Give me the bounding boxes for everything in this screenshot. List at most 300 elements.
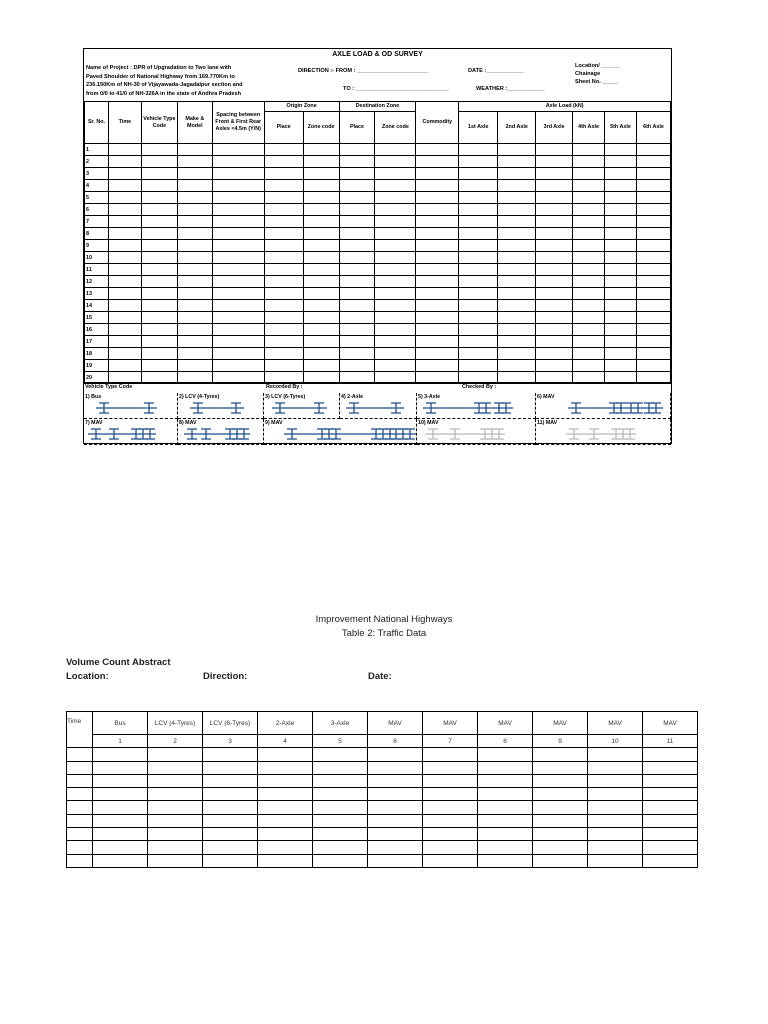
entry-cell[interactable] [258, 828, 313, 841]
entry-cell[interactable] [303, 276, 339, 288]
entry-cell[interactable] [303, 324, 339, 336]
entry-cell[interactable] [313, 748, 368, 761]
entry-cell[interactable] [141, 252, 177, 264]
entry-cell[interactable] [212, 240, 264, 252]
entry-cell[interactable] [339, 204, 375, 216]
entry-cell[interactable] [423, 814, 478, 827]
entry-cell[interactable] [148, 788, 203, 801]
entry-cell[interactable] [339, 336, 375, 348]
entry-cell[interactable] [605, 204, 637, 216]
entry-cell[interactable] [303, 228, 339, 240]
entry-cell[interactable] [212, 156, 264, 168]
entry-cell[interactable] [339, 180, 375, 192]
entry-cell[interactable] [423, 841, 478, 854]
entry-cell[interactable] [177, 144, 212, 156]
entry-cell[interactable] [636, 204, 670, 216]
entry-cell[interactable] [264, 336, 303, 348]
entry-cell[interactable] [416, 264, 459, 276]
entry-cell[interactable] [636, 228, 670, 240]
entry-cell[interactable] [375, 180, 416, 192]
entry-cell[interactable] [67, 841, 93, 854]
entry-cell[interactable] [459, 228, 498, 240]
entry-cell[interactable] [339, 300, 375, 312]
entry-cell[interactable] [303, 204, 339, 216]
entry-cell[interactable] [636, 192, 670, 204]
entry-cell[interactable] [498, 336, 536, 348]
entry-cell[interactable] [339, 276, 375, 288]
entry-cell[interactable] [141, 204, 177, 216]
entry-cell[interactable] [212, 312, 264, 324]
entry-cell[interactable] [375, 144, 416, 156]
entry-cell[interactable] [459, 168, 498, 180]
entry-cell[interactable] [141, 288, 177, 300]
entry-cell[interactable] [478, 841, 533, 854]
entry-cell[interactable] [368, 854, 423, 867]
entry-cell[interactable] [375, 156, 416, 168]
entry-cell[interactable] [258, 788, 313, 801]
entry-cell[interactable] [636, 240, 670, 252]
entry-cell[interactable] [533, 814, 588, 827]
entry-cell[interactable] [533, 748, 588, 761]
entry-cell[interactable] [459, 312, 498, 324]
entry-cell[interactable] [313, 761, 368, 774]
entry-cell[interactable] [498, 180, 536, 192]
entry-cell[interactable] [339, 252, 375, 264]
entry-cell[interactable] [141, 300, 177, 312]
entry-cell[interactable] [93, 748, 148, 761]
entry-cell[interactable] [423, 761, 478, 774]
entry-cell[interactable] [605, 216, 637, 228]
entry-cell[interactable] [148, 748, 203, 761]
entry-cell[interactable] [573, 348, 605, 360]
entry-cell[interactable] [212, 192, 264, 204]
entry-cell[interactable] [264, 264, 303, 276]
entry-cell[interactable] [416, 252, 459, 264]
entry-cell[interactable] [588, 814, 643, 827]
entry-cell[interactable] [423, 788, 478, 801]
entry-cell[interactable] [108, 168, 141, 180]
entry-cell[interactable] [93, 854, 148, 867]
entry-cell[interactable] [573, 264, 605, 276]
entry-cell[interactable] [141, 144, 177, 156]
entry-cell[interactable] [573, 312, 605, 324]
entry-cell[interactable] [459, 288, 498, 300]
entry-cell[interactable] [536, 192, 573, 204]
entry-cell[interactable] [264, 228, 303, 240]
entry-cell[interactable] [67, 774, 93, 787]
entry-cell[interactable] [636, 264, 670, 276]
entry-cell[interactable] [459, 204, 498, 216]
entry-cell[interactable] [573, 204, 605, 216]
entry-cell[interactable] [212, 276, 264, 288]
entry-cell[interactable] [478, 801, 533, 814]
entry-cell[interactable] [636, 144, 670, 156]
entry-cell[interactable] [108, 360, 141, 372]
entry-cell[interactable] [108, 288, 141, 300]
entry-cell[interactable] [313, 854, 368, 867]
entry-cell[interactable] [573, 300, 605, 312]
entry-cell[interactable] [177, 264, 212, 276]
entry-cell[interactable] [339, 312, 375, 324]
entry-cell[interactable] [536, 324, 573, 336]
entry-cell[interactable] [375, 348, 416, 360]
entry-cell[interactable] [177, 300, 212, 312]
entry-cell[interactable] [212, 252, 264, 264]
entry-cell[interactable] [148, 854, 203, 867]
entry-cell[interactable] [375, 300, 416, 312]
entry-cell[interactable] [303, 156, 339, 168]
entry-cell[interactable] [108, 192, 141, 204]
entry-cell[interactable] [536, 180, 573, 192]
entry-cell[interactable] [108, 264, 141, 276]
entry-cell[interactable] [498, 168, 536, 180]
entry-cell[interactable] [177, 360, 212, 372]
entry-cell[interactable] [416, 360, 459, 372]
entry-cell[interactable] [258, 801, 313, 814]
entry-cell[interactable] [573, 192, 605, 204]
entry-cell[interactable] [573, 360, 605, 372]
entry-cell[interactable] [536, 264, 573, 276]
entry-cell[interactable] [258, 774, 313, 787]
entry-cell[interactable] [203, 761, 258, 774]
entry-cell[interactable] [573, 324, 605, 336]
entry-cell[interactable] [177, 336, 212, 348]
entry-cell[interactable] [148, 814, 203, 827]
entry-cell[interactable] [264, 300, 303, 312]
entry-cell[interactable] [93, 828, 148, 841]
entry-cell[interactable] [636, 168, 670, 180]
entry-cell[interactable] [423, 854, 478, 867]
entry-cell[interactable] [478, 748, 533, 761]
entry-cell[interactable] [416, 216, 459, 228]
entry-cell[interactable] [375, 168, 416, 180]
entry-cell[interactable] [212, 324, 264, 336]
entry-cell[interactable] [498, 324, 536, 336]
entry-cell[interactable] [339, 288, 375, 300]
entry-cell[interactable] [375, 336, 416, 348]
entry-cell[interactable] [303, 240, 339, 252]
entry-cell[interactable] [303, 216, 339, 228]
entry-cell[interactable] [416, 204, 459, 216]
entry-cell[interactable] [498, 204, 536, 216]
entry-cell[interactable] [588, 841, 643, 854]
entry-cell[interactable] [212, 168, 264, 180]
entry-cell[interactable] [478, 828, 533, 841]
entry-cell[interactable] [605, 348, 637, 360]
entry-cell[interactable] [643, 841, 698, 854]
entry-cell[interactable] [141, 360, 177, 372]
entry-cell[interactable] [264, 252, 303, 264]
entry-cell[interactable] [303, 252, 339, 264]
entry-cell[interactable] [203, 801, 258, 814]
entry-cell[interactable] [536, 216, 573, 228]
entry-cell[interactable] [533, 854, 588, 867]
entry-cell[interactable] [108, 300, 141, 312]
entry-cell[interactable] [498, 300, 536, 312]
entry-cell[interactable] [573, 252, 605, 264]
entry-cell[interactable] [459, 156, 498, 168]
entry-cell[interactable] [375, 288, 416, 300]
entry-cell[interactable] [643, 814, 698, 827]
entry-cell[interactable] [605, 144, 637, 156]
entry-cell[interactable] [573, 156, 605, 168]
entry-cell[interactable] [636, 336, 670, 348]
entry-cell[interactable] [459, 192, 498, 204]
entry-cell[interactable] [643, 748, 698, 761]
entry-cell[interactable] [339, 192, 375, 204]
entry-cell[interactable] [423, 774, 478, 787]
entry-cell[interactable] [148, 761, 203, 774]
entry-cell[interactable] [478, 814, 533, 827]
entry-cell[interactable] [303, 264, 339, 276]
entry-cell[interactable] [264, 192, 303, 204]
entry-cell[interactable] [643, 761, 698, 774]
entry-cell[interactable] [141, 336, 177, 348]
entry-cell[interactable] [416, 324, 459, 336]
entry-cell[interactable] [498, 348, 536, 360]
entry-cell[interactable] [643, 788, 698, 801]
entry-cell[interactable] [303, 168, 339, 180]
entry-cell[interactable] [108, 252, 141, 264]
entry-cell[interactable] [498, 312, 536, 324]
entry-cell[interactable] [416, 336, 459, 348]
entry-cell[interactable] [264, 288, 303, 300]
entry-cell[interactable] [605, 228, 637, 240]
entry-cell[interactable] [108, 324, 141, 336]
entry-cell[interactable] [375, 204, 416, 216]
entry-cell[interactable] [459, 336, 498, 348]
entry-cell[interactable] [108, 336, 141, 348]
entry-cell[interactable] [498, 144, 536, 156]
entry-cell[interactable] [478, 788, 533, 801]
entry-cell[interactable] [459, 348, 498, 360]
entry-cell[interactable] [108, 228, 141, 240]
entry-cell[interactable] [368, 788, 423, 801]
entry-cell[interactable] [375, 252, 416, 264]
entry-cell[interactable] [148, 841, 203, 854]
entry-cell[interactable] [498, 240, 536, 252]
entry-cell[interactable] [636, 180, 670, 192]
entry-cell[interactable] [636, 324, 670, 336]
entry-cell[interactable] [605, 312, 637, 324]
entry-cell[interactable] [339, 216, 375, 228]
entry-cell[interactable] [573, 144, 605, 156]
entry-cell[interactable] [148, 828, 203, 841]
entry-cell[interactable] [636, 276, 670, 288]
entry-cell[interactable] [258, 748, 313, 761]
entry-cell[interactable] [375, 360, 416, 372]
entry-cell[interactable] [605, 180, 637, 192]
entry-cell[interactable] [459, 276, 498, 288]
entry-cell[interactable] [588, 801, 643, 814]
entry-cell[interactable] [313, 841, 368, 854]
entry-cell[interactable] [536, 240, 573, 252]
entry-cell[interactable] [339, 264, 375, 276]
entry-cell[interactable] [303, 336, 339, 348]
entry-cell[interactable] [416, 180, 459, 192]
entry-cell[interactable] [108, 312, 141, 324]
entry-cell[interactable] [141, 276, 177, 288]
entry-cell[interactable] [536, 300, 573, 312]
entry-cell[interactable] [212, 264, 264, 276]
entry-cell[interactable] [423, 828, 478, 841]
entry-cell[interactable] [536, 312, 573, 324]
entry-cell[interactable] [141, 156, 177, 168]
entry-cell[interactable] [498, 360, 536, 372]
entry-cell[interactable] [108, 276, 141, 288]
entry-cell[interactable] [498, 264, 536, 276]
entry-cell[interactable] [67, 801, 93, 814]
entry-cell[interactable] [264, 240, 303, 252]
entry-cell[interactable] [67, 828, 93, 841]
entry-cell[interactable] [533, 841, 588, 854]
entry-cell[interactable] [141, 240, 177, 252]
entry-cell[interactable] [459, 264, 498, 276]
entry-cell[interactable] [643, 854, 698, 867]
entry-cell[interactable] [368, 814, 423, 827]
entry-cell[interactable] [605, 240, 637, 252]
entry-cell[interactable] [303, 180, 339, 192]
entry-cell[interactable] [141, 348, 177, 360]
entry-cell[interactable] [339, 324, 375, 336]
entry-cell[interactable] [416, 144, 459, 156]
entry-cell[interactable] [416, 168, 459, 180]
entry-cell[interactable] [498, 252, 536, 264]
entry-cell[interactable] [478, 761, 533, 774]
entry-cell[interactable] [573, 288, 605, 300]
entry-cell[interactable] [177, 348, 212, 360]
entry-cell[interactable] [636, 300, 670, 312]
entry-cell[interactable] [177, 240, 212, 252]
entry-cell[interactable] [588, 761, 643, 774]
entry-cell[interactable] [459, 144, 498, 156]
entry-cell[interactable] [416, 240, 459, 252]
entry-cell[interactable] [573, 180, 605, 192]
entry-cell[interactable] [264, 324, 303, 336]
entry-cell[interactable] [303, 300, 339, 312]
entry-cell[interactable] [212, 360, 264, 372]
entry-cell[interactable] [203, 814, 258, 827]
entry-cell[interactable] [258, 761, 313, 774]
entry-cell[interactable] [533, 828, 588, 841]
entry-cell[interactable] [264, 168, 303, 180]
entry-cell[interactable] [375, 216, 416, 228]
entry-cell[interactable] [67, 761, 93, 774]
entry-cell[interactable] [605, 168, 637, 180]
entry-cell[interactable] [177, 324, 212, 336]
entry-cell[interactable] [536, 204, 573, 216]
entry-cell[interactable] [177, 204, 212, 216]
entry-cell[interactable] [416, 276, 459, 288]
entry-cell[interactable] [203, 828, 258, 841]
entry-cell[interactable] [177, 180, 212, 192]
entry-cell[interactable] [264, 156, 303, 168]
entry-cell[interactable] [203, 854, 258, 867]
entry-cell[interactable] [375, 240, 416, 252]
entry-cell[interactable] [459, 324, 498, 336]
entry-cell[interactable] [258, 814, 313, 827]
entry-cell[interactable] [573, 240, 605, 252]
entry-cell[interactable] [605, 336, 637, 348]
entry-cell[interactable] [368, 841, 423, 854]
entry-cell[interactable] [177, 192, 212, 204]
entry-cell[interactable] [605, 156, 637, 168]
entry-cell[interactable] [313, 774, 368, 787]
entry-cell[interactable] [459, 300, 498, 312]
entry-cell[interactable] [536, 276, 573, 288]
entry-cell[interactable] [264, 312, 303, 324]
entry-cell[interactable] [573, 276, 605, 288]
entry-cell[interactable] [303, 360, 339, 372]
entry-cell[interactable] [636, 288, 670, 300]
entry-cell[interactable] [416, 312, 459, 324]
entry-cell[interactable] [212, 336, 264, 348]
entry-cell[interactable] [303, 288, 339, 300]
entry-cell[interactable] [67, 814, 93, 827]
entry-cell[interactable] [416, 288, 459, 300]
entry-cell[interactable] [368, 801, 423, 814]
entry-cell[interactable] [423, 801, 478, 814]
entry-cell[interactable] [177, 312, 212, 324]
entry-cell[interactable] [416, 348, 459, 360]
entry-cell[interactable] [643, 801, 698, 814]
entry-cell[interactable] [423, 748, 478, 761]
entry-cell[interactable] [313, 788, 368, 801]
entry-cell[interactable] [93, 761, 148, 774]
entry-cell[interactable] [498, 228, 536, 240]
entry-cell[interactable] [212, 180, 264, 192]
entry-cell[interactable] [375, 192, 416, 204]
entry-cell[interactable] [339, 168, 375, 180]
entry-cell[interactable] [212, 348, 264, 360]
entry-cell[interactable] [108, 180, 141, 192]
entry-cell[interactable] [177, 216, 212, 228]
entry-cell[interactable] [264, 216, 303, 228]
entry-cell[interactable] [636, 252, 670, 264]
entry-cell[interactable] [203, 748, 258, 761]
entry-cell[interactable] [605, 324, 637, 336]
entry-cell[interactable] [212, 204, 264, 216]
entry-cell[interactable] [93, 788, 148, 801]
entry-cell[interactable] [416, 156, 459, 168]
entry-cell[interactable] [264, 360, 303, 372]
entry-cell[interactable] [148, 801, 203, 814]
entry-cell[interactable] [536, 168, 573, 180]
entry-cell[interactable] [498, 216, 536, 228]
entry-cell[interactable] [573, 216, 605, 228]
entry-cell[interactable] [93, 814, 148, 827]
entry-cell[interactable] [339, 156, 375, 168]
entry-cell[interactable] [212, 228, 264, 240]
entry-cell[interactable] [264, 180, 303, 192]
entry-cell[interactable] [375, 276, 416, 288]
entry-cell[interactable] [177, 228, 212, 240]
entry-cell[interactable] [536, 288, 573, 300]
entry-cell[interactable] [212, 288, 264, 300]
entry-cell[interactable] [536, 336, 573, 348]
entry-cell[interactable] [141, 192, 177, 204]
entry-cell[interactable] [375, 312, 416, 324]
entry-cell[interactable] [533, 801, 588, 814]
entry-cell[interactable] [67, 748, 93, 761]
entry-cell[interactable] [141, 228, 177, 240]
entry-cell[interactable] [498, 192, 536, 204]
entry-cell[interactable] [536, 360, 573, 372]
entry-cell[interactable] [141, 216, 177, 228]
entry-cell[interactable] [498, 288, 536, 300]
entry-cell[interactable] [203, 788, 258, 801]
entry-cell[interactable] [636, 312, 670, 324]
